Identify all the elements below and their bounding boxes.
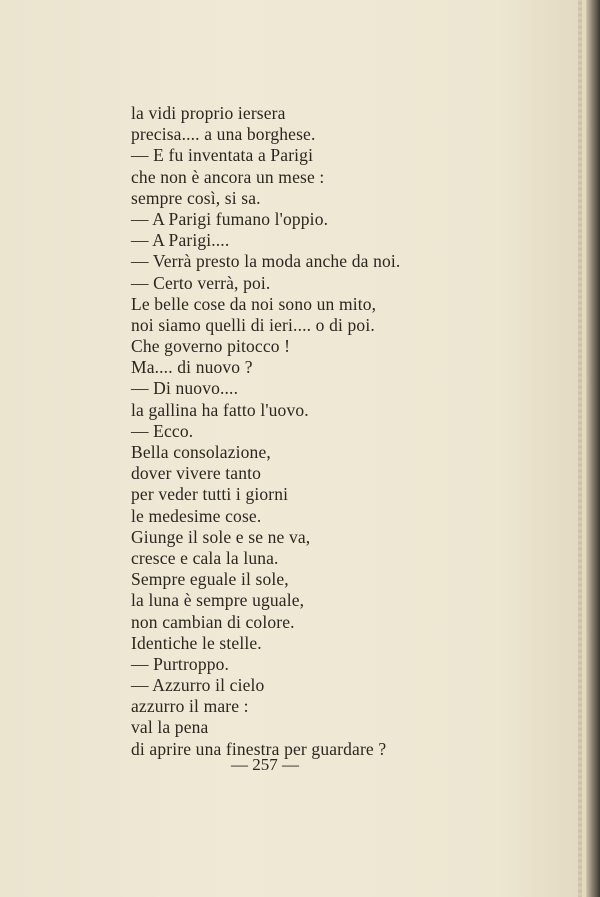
poem-line: la gallina ha fatto l'uovo. bbox=[131, 399, 309, 420]
poem-line: Identiche le stelle. bbox=[131, 632, 262, 653]
poem-line: — Certo verrà, poi. bbox=[131, 272, 271, 293]
poem-line: dover vivere tanto bbox=[131, 463, 262, 484]
poem-line: per veder tutti i giorni bbox=[131, 484, 289, 505]
poem-line: — A Parigi fumano l'oppio. bbox=[131, 208, 329, 229]
page-number: — 257 — bbox=[231, 755, 299, 774]
poem-line: — E fu inventata a Parigi bbox=[131, 145, 314, 166]
page-stack-edge bbox=[578, 0, 582, 897]
poem-line: — Purtroppo. bbox=[131, 653, 230, 674]
poem-line: azzurro il mare : bbox=[131, 696, 249, 717]
poem-line: di aprire una finestra per guardare ? bbox=[131, 738, 387, 759]
poem-line: cresce e cala la luna. bbox=[131, 547, 279, 568]
poem-line: Giunge il sole e se ne va, bbox=[131, 526, 311, 547]
poem-line: val la pena bbox=[131, 717, 209, 738]
book-binding-shadow bbox=[586, 0, 600, 897]
poem-line: Che governo pitocco ! bbox=[131, 336, 291, 357]
poem-line: le medesime cose. bbox=[131, 505, 262, 526]
poem-line: Ma.... di nuovo ? bbox=[131, 357, 253, 378]
poem-line: — Ecco. bbox=[131, 420, 194, 441]
poem-line: noi siamo quelli di ieri.... o di poi. bbox=[131, 314, 375, 335]
poem-line: Bella consolazione, bbox=[131, 442, 271, 462]
poem-line: — Di nuovo.... bbox=[131, 378, 239, 399]
poem-line: Sempre eguale il sole, bbox=[131, 569, 289, 590]
poem-line: — A Parigi.... bbox=[131, 230, 230, 251]
poem-line: — Verrà presto la moda anche da noi. bbox=[131, 251, 401, 272]
poem-text bbox=[131, 103, 400, 760]
poem-line: precisa.... a una borghese. bbox=[131, 124, 316, 145]
poem-line: Le belle cose da noi sono un mito, bbox=[131, 293, 377, 314]
poem-line: la luna è sempre uguale, bbox=[131, 590, 305, 611]
poem-line: — Azzurro il cielo bbox=[131, 675, 265, 696]
poem-line: la vidi proprio iersera bbox=[131, 103, 286, 123]
poem-line: sempre così, si sa. bbox=[131, 187, 261, 208]
poem-line: non cambian di colore. bbox=[131, 611, 295, 632]
poem-line: che non è ancora un mese : bbox=[131, 166, 325, 187]
